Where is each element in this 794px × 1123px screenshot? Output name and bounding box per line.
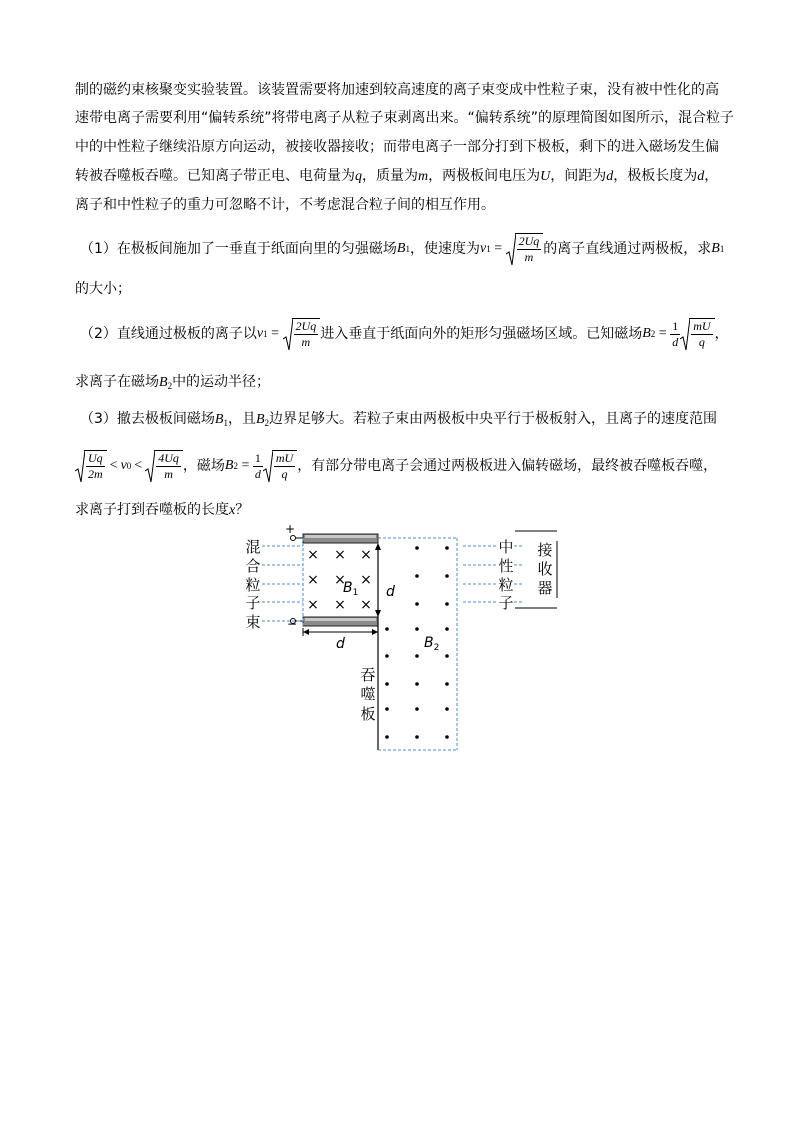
plus-sign: + (284, 522, 296, 536)
question-2-line-2: 求离子在磁场$B_2$中的运动半径； (75, 374, 271, 391)
swallow-plate-label-char: 吞 (360, 666, 376, 684)
mixed-beam-label-char: 子 (245, 594, 261, 612)
field-out-dot (445, 735, 449, 739)
neutral-particle-label-char: 中 (498, 538, 514, 556)
neutral-particle-label-char: 子 (498, 594, 514, 612)
field-out-dot (445, 546, 449, 550)
field-out-dot (415, 654, 419, 658)
field-out-dot (415, 574, 419, 578)
field-out-dot (385, 735, 389, 739)
receiver-label-char: 接 (537, 541, 553, 559)
question-1-line-2: 的大小； (75, 281, 131, 297)
positive-terminal (285, 522, 303, 541)
mixed-beam-label-char: 混 (245, 538, 261, 556)
mixed-beam-label-char: 粒 (245, 576, 261, 594)
mixed-beam-lines (262, 538, 303, 626)
field-in-cross: × (334, 597, 346, 613)
para-line-1: 制的磁约束核聚变实验装置。该装置需要将加速到较高速度的离子束变成中性粒子束，没有被中性化的高 (75, 82, 719, 98)
field-out-dot (445, 574, 449, 578)
plate-gap-dimension (375, 543, 395, 617)
field-in-cross: × (307, 597, 319, 613)
field-out-dot (445, 654, 449, 658)
field-out-dot (385, 627, 389, 631)
swallow-plate-label-char: 板 (360, 705, 376, 723)
negative-terminal (287, 617, 303, 631)
para-line-3: 中的中性粒子继续沿原方向运动，被接收器接收；而带电离子一部分打到下极板，剩下的进入磁场发生偏 (75, 139, 719, 155)
field-out-dot (415, 707, 419, 711)
plate-length-dimension (303, 628, 378, 652)
field-in-cross: × (334, 572, 346, 588)
field-out-dot (445, 602, 449, 606)
field-out-dot (415, 682, 419, 686)
sqrt-expression: $\frac{2Uq}{m}$ (506, 232, 544, 266)
field-out-dot (415, 602, 419, 606)
para-line-4: 转被吞噬板吞噬。已知离子带正电、电荷量为q，质量为m，两极板间电压为U，间距为d，极板长度为d， (75, 168, 719, 184)
gap-d-label: d (386, 584, 395, 600)
field-in-cross: × (334, 547, 346, 563)
upper-plate (303, 534, 378, 543)
question-3-line-3: 求离子打到吞噬板的长度x？ (75, 502, 250, 518)
mixed-beam-label-char: 合 (245, 557, 261, 575)
receiver-label-char: 器 (537, 579, 553, 597)
b2-label: $B_2$ (424, 635, 440, 653)
lower-plate (303, 617, 378, 626)
field-in-cross: × (360, 572, 372, 588)
field-out-dot (415, 627, 419, 631)
mixed-beam-label-char: 束 (245, 613, 261, 631)
neutral-particle-label-char: 性 (498, 557, 514, 575)
field-out-dot (415, 546, 419, 550)
field-out-dot (385, 654, 389, 658)
field-in-cross: × (360, 547, 372, 563)
field-in-cross: × (307, 547, 319, 563)
para-line-5: 离子和中性粒子的重力可忽略不计，不考虑混合粒子间的相互作用。 (75, 197, 495, 213)
field-out-dot (415, 735, 419, 739)
magnetic-field-b1-region (307, 547, 372, 613)
magnetic-field-b2-region (378, 538, 457, 750)
field-out-dot (445, 682, 449, 686)
field-out-dot (445, 627, 449, 631)
question-1-line-1: （1）在极板间施加了一垂直于纸面向里的匀强磁场 B 1 ，使速度为 v 1 = $\frac{2Uq}{m}$ 的离子直线通过两极板，求 B 1 (80, 234, 725, 264)
field-out-dot (385, 682, 389, 686)
field-out-dot (385, 707, 389, 711)
field-in-cross: × (360, 597, 372, 613)
neutral-particle-label-char: 粒 (498, 576, 514, 594)
receiver-label-char: 收 (537, 560, 553, 578)
b1-label: $B_1$ (343, 580, 359, 598)
question-2-line-1: （2）直线通过极板的离子以 v 1 = $\frac{2Uq}{m}$ 进入垂直于纸面向外的矩形匀强磁场区域。已知磁场 B 2 = $\frac{1}{d}$ $\frac{mU}{q}$ ， (80, 318, 729, 349)
field-out-dot (445, 707, 449, 711)
field-in-cross: × (307, 572, 319, 588)
swallow-plate-label-char: 噬 (360, 685, 376, 703)
para-line-2: 速带电离子需要利用“偏转系统”将带电离子从粒子束剥离出来。“偏转系统”的原理简图如图所示，混合粒子 (75, 110, 735, 126)
minus-sign: − (286, 617, 298, 631)
length-d-label: d (336, 636, 345, 652)
question-3-line-1: （3）撤去极板间磁场$B_1$，且$B_2$边界足够大。若粒子束由两极板中央平行于极板射入，且离子的速度范围 (80, 411, 718, 428)
question-3-line-2: $\frac{Uq}{2m}$ < v 0 < $\frac{4Uq}{m}$ ，磁场 B 2 = $\frac{1}{d}$ $\frac{mU}{q}$ ，有部分带电离子会通过两极板进入偏转磁场，最终被吞噬板吞噬， (75, 448, 717, 484)
